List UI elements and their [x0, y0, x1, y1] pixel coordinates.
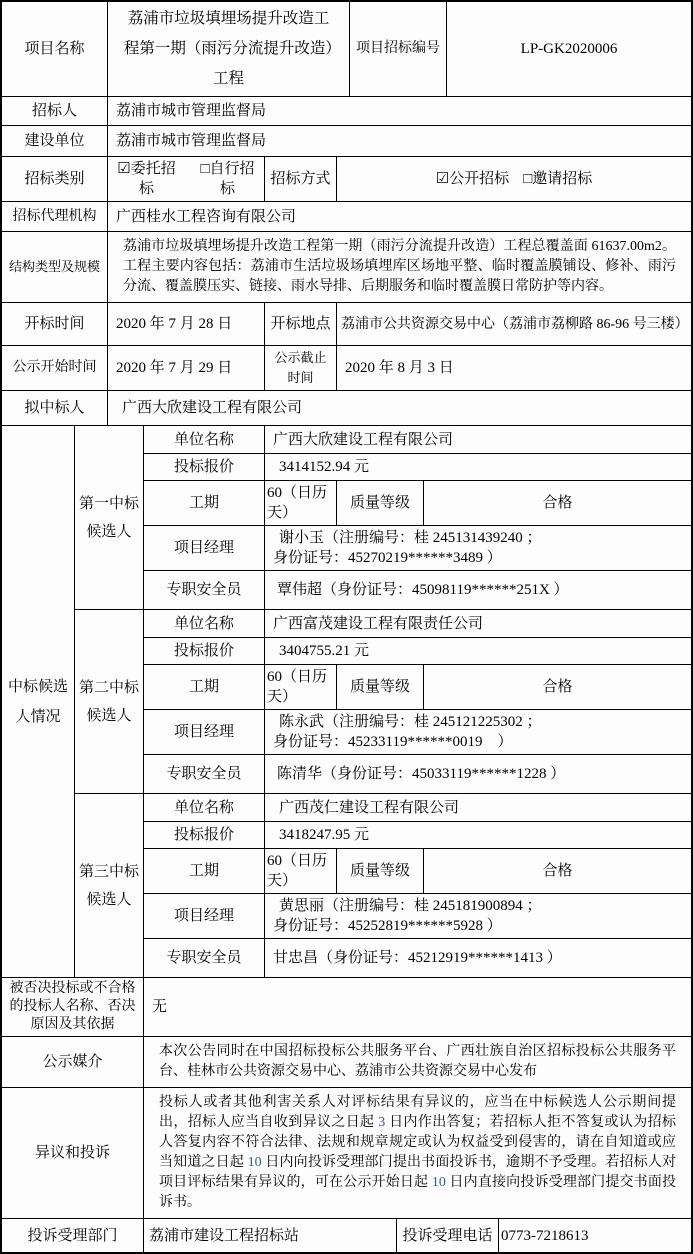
manager-line1: 谢小玉（注册编号：桂 245131439240 ；	[279, 530, 542, 546]
quality-label: 质量等级	[337, 849, 424, 893]
candidate-group-2	[75, 610, 691, 794]
checkbox-unchecked-icon: □	[200, 161, 210, 177]
publicity-media-label: 公示媒介	[2, 1037, 144, 1087]
manager-value	[265, 710, 691, 754]
objection-part1: 投标人或者其他利害关系人对评标结果有异议的，应当在中标候选人公示期间提出，招标人应当自收到异议之日起	[159, 1095, 676, 1130]
project-name-value: 荔浦市垃圾填埋场提升改造工程第一期（雨污分流提升改造）工程	[108, 2, 350, 96]
field-row-manager	[144, 894, 691, 939]
complaint-phone-value: 0773-7218613	[501, 1227, 589, 1244]
price-value: 3418247.95 元	[279, 827, 370, 843]
row-objection	[2, 1088, 691, 1219]
checkbox-checked-icon: ☑	[117, 161, 131, 177]
option-entrusted	[112, 159, 181, 199]
field-row-safety	[144, 755, 691, 793]
publicity-start-label: 公示开始时间	[2, 346, 108, 390]
unit-label: 单位名称	[144, 794, 265, 821]
field-row-unit	[144, 426, 691, 454]
candidate-group-1	[75, 426, 691, 610]
duration-value: 60（日历天）	[265, 849, 337, 893]
row-agency	[2, 202, 691, 232]
agency-value: 广西桂水工程咨询有限公司	[116, 208, 297, 225]
candidates-groups	[75, 426, 691, 977]
objection-value	[144, 1088, 691, 1218]
unit-value: 广西茂仁建设工程有限公司	[279, 799, 460, 816]
option-label: 公开招标	[449, 171, 510, 187]
quality-value: 合格	[542, 495, 573, 511]
option-open	[436, 169, 509, 189]
rejected-bidders-value: 无	[152, 999, 168, 1015]
field-row-duration	[144, 665, 691, 710]
candidate-fields	[144, 610, 691, 793]
quality-label: 质量等级	[337, 665, 424, 709]
row-tenderee	[2, 97, 691, 126]
structure-scale-text: 荔浦市垃圾填埋场提升改造工程第一期（雨污分流提升改造）工程总覆盖面 61637.00m2。工程主要内容包括：荔浦市生活垃圾场填埋库区场地平整、临时覆盖膜铺设、修补、雨污分流、覆盖膜压实、链接、雨水导排、后期服务和临时覆盖膜日常防护等内容。	[123, 239, 676, 294]
manager-label: 项目经理	[144, 710, 265, 754]
publicity-media-text: 本次公告同时在中国招标投标公共服务平台、广西壮族自治区招标投标公共服务平台、桂林市公共资源交易中心、荔浦市公共资源交易中心发布	[159, 1044, 676, 1079]
checkbox-checked-icon: ☑	[435, 171, 450, 187]
field-row-price	[144, 454, 691, 481]
bid-number-value: LP-GK2020006	[520, 41, 618, 57]
field-row-duration	[144, 849, 691, 894]
publicity-start-value: 2020 年 7 月 29 日	[108, 346, 265, 390]
row-publicity-period	[2, 346, 691, 391]
options-group	[436, 169, 593, 189]
checkbox-unchecked-icon: □	[523, 171, 533, 187]
structure-scale-value	[108, 232, 691, 302]
unit-label: 单位名称	[144, 610, 265, 637]
opening-place-value: 荔浦市公共资源交易中心（荔浦市荔柳路 86-96 号三楼）	[341, 316, 689, 332]
candidate-rank: 第一中标候选人	[75, 426, 144, 609]
manager-line2: 身份证号：45233119******0019 ）	[273, 734, 513, 750]
row-proposed-winner	[2, 391, 691, 426]
manager-line2: 身份证号：45270219******3489 ）	[273, 550, 502, 566]
duration-label: 工期	[144, 481, 265, 525]
option-label: 邀请招标	[532, 171, 593, 187]
field-row-manager	[144, 710, 691, 755]
bid-number-label: 项目招标编号	[350, 2, 447, 96]
objection-label: 异议和投诉	[2, 1088, 144, 1218]
duration-value: 60（日历天）	[265, 481, 337, 525]
safety-value: 甘忠昌（身份证号：45212919******1413 ）	[273, 950, 562, 966]
price-label: 投标报价	[144, 454, 265, 480]
manager-value	[265, 894, 691, 938]
opening-place-label: 开标地点	[265, 303, 337, 345]
row-structure-scale	[2, 232, 691, 303]
publicity-media-value	[144, 1037, 691, 1087]
manager-label: 项目经理	[144, 894, 265, 938]
options-group	[112, 159, 260, 199]
opening-time-label: 开标时间	[2, 303, 108, 345]
tenderee-label: 招标人	[2, 97, 108, 125]
price-label: 投标报价	[144, 638, 265, 664]
field-row-manager	[144, 526, 691, 571]
field-row-duration	[144, 481, 691, 526]
option-label: 自行招标	[209, 161, 255, 197]
duration-label: 工期	[144, 665, 265, 709]
candidate-fields	[144, 426, 691, 609]
publicity-end-value: 2020 年 8 月 3 日	[345, 360, 454, 376]
safety-label: 专职安全员	[144, 939, 265, 977]
row-rejected-bidders	[2, 978, 691, 1037]
objection-part4: 日内直接向投诉受理部门提交书面投诉书。	[159, 1175, 677, 1210]
tender-category-options	[108, 157, 265, 201]
manager-label: 项目经理	[144, 526, 265, 570]
safety-label: 专职安全员	[144, 755, 265, 793]
construction-unit-label: 建设单位	[2, 126, 108, 156]
candidate-fields	[144, 794, 691, 977]
construction-unit-value: 荔浦市城市管理监督局	[116, 133, 267, 149]
manager-line1: 黄思丽（注册编号：桂 245181900894 ；	[279, 898, 542, 914]
option-self	[195, 159, 260, 199]
manager-line1: 陈永武（注册编号：桂 245121225302 ；	[279, 714, 542, 730]
duration-value: 60（日历天）	[265, 665, 337, 709]
rejected-bidders-label: 被否决投标或不合格的投标人名称、否决原因及其依据	[2, 978, 144, 1036]
tenderee-value: 荔浦市城市管理监督局	[116, 103, 267, 119]
price-value: 3404755.21 元	[279, 643, 370, 659]
objection-text	[152, 1090, 683, 1216]
quality-value: 合格	[542, 679, 573, 695]
objection-days-10a: 10	[247, 1155, 262, 1170]
opening-time-value: 2020 年 7 月 28 日	[108, 303, 265, 345]
field-row-price	[144, 822, 691, 849]
tender-method-options	[337, 157, 691, 201]
tender-method-label: 招标方式	[265, 157, 337, 201]
manager-value	[265, 526, 691, 570]
duration-label: 工期	[144, 849, 265, 893]
safety-value: 陈清华（身份证号：45033119******1228 ）	[277, 766, 566, 782]
manager-line2: 身份证号：45252819******5928 ）	[273, 918, 502, 934]
quality-value: 合格	[542, 863, 573, 879]
unit-value: 广西富茂建设工程有限责任公司	[273, 615, 484, 632]
safety-value: 覃伟超（身份证号：45098119******251X ）	[277, 582, 569, 598]
option-label: 委托招标	[130, 161, 176, 197]
complaint-dept-value: 荔浦市建设工程招标站	[144, 1219, 397, 1252]
publicity-end-label: 公示截止时间	[265, 346, 337, 390]
proposed-winner-label: 拟中标人	[2, 391, 108, 425]
objection-days-3: 3	[378, 1115, 386, 1130]
project-name-label: 项目名称	[2, 2, 108, 96]
safety-label: 专职安全员	[144, 571, 265, 609]
quality-label: 质量等级	[337, 481, 424, 525]
row-project-name	[2, 2, 691, 97]
option-invited	[523, 169, 592, 189]
unit-value: 广西大欣建设工程有限公司	[273, 431, 454, 448]
complaint-phone-label: 投诉受理电话	[397, 1219, 499, 1252]
unit-label: 单位名称	[144, 426, 265, 453]
row-candidates-section	[2, 426, 691, 978]
candidate-group-3	[75, 794, 691, 977]
objection-part2: 日内作出答复；若招标人拒不答复或认为招标人答复内容不符合法律、法规和规章规定或认为权益受到侵害的，请在自知道或应当知道之日起	[159, 1115, 677, 1170]
price-label: 投标报价	[144, 822, 265, 848]
field-row-safety	[144, 939, 691, 977]
structure-scale-label: 结构类型及规模	[2, 232, 108, 302]
tender-category-label: 招标类别	[2, 157, 108, 201]
objection-part3: 日内向投诉受理部门提出书面投诉书，逾期不予受理。若招标人对项目评标结果有异议的，可在公示开始日起	[159, 1155, 677, 1190]
objection-days-10b: 10	[431, 1175, 446, 1190]
price-value: 3414152.94 元	[279, 459, 370, 475]
complaint-dept-label: 投诉受理部门	[2, 1219, 144, 1252]
proposed-winner-value: 广西大欣建设工程有限公司	[122, 400, 303, 416]
candidate-rank: 第三中标候选人	[75, 794, 144, 977]
field-row-unit	[144, 794, 691, 822]
row-tender-category	[2, 157, 691, 202]
field-row-unit	[144, 610, 691, 638]
row-opening	[2, 303, 691, 346]
row-complaint-dept	[2, 1219, 691, 1252]
candidates-section-label: 中标候选人情况	[2, 426, 75, 977]
agency-label: 招标代理机构	[2, 202, 108, 231]
field-row-safety	[144, 571, 691, 609]
candidate-rank: 第二中标候选人	[75, 610, 144, 793]
row-construction-unit	[2, 126, 691, 157]
field-row-price	[144, 638, 691, 665]
row-publicity-media	[2, 1037, 691, 1088]
